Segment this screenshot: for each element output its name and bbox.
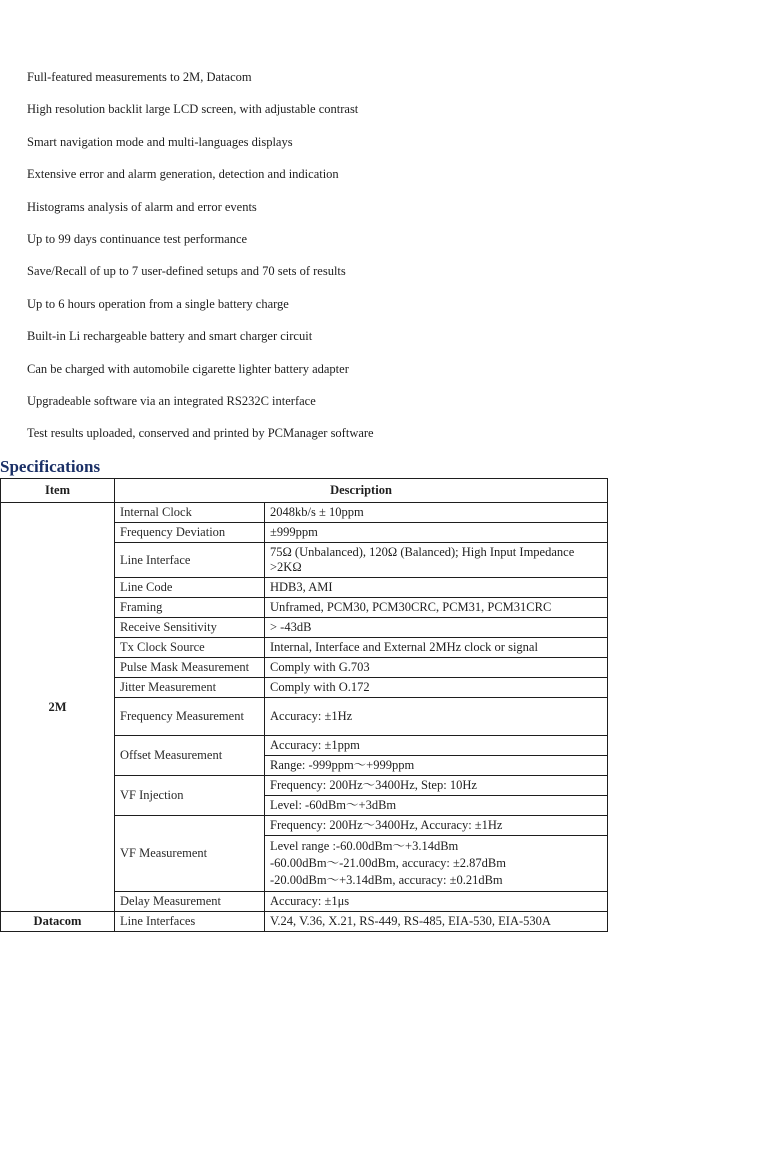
value-vf-injection-frequency: Frequency: 200Hz～3400Hz, Step: 10Hz xyxy=(265,776,608,796)
value-frequency-measurement: Accuracy: ±1Hz xyxy=(265,698,608,736)
value-internal-clock: 2048kb/s ± 10ppm xyxy=(265,503,608,523)
feature-item: Smart navigation mode and multi-languages displays xyxy=(27,134,293,149)
value-jitter: Comply with O.172 xyxy=(265,678,608,698)
vf-level-high: -20.00dBm～+3.14dBm, accuracy: ±0.21dBm xyxy=(270,873,503,887)
feature-item: Up to 99 days continuance test performance xyxy=(27,231,248,246)
param-delay-measurement: Delay Measurement xyxy=(115,892,265,912)
value-offset-accuracy: Accuracy: ±1ppm xyxy=(265,736,608,756)
feature-item: Can be charged with automobile cigarette lighter battery adapter xyxy=(27,361,349,376)
value-receive-sensitivity: > -43dB xyxy=(265,618,608,638)
param-frequency-deviation: Frequency Deviation xyxy=(115,523,265,543)
param-vf-injection: VF Injection xyxy=(115,776,265,816)
feature-item: Test results uploaded, conserved and printed by PCManager software xyxy=(27,426,374,441)
specifications-heading: Specifications xyxy=(0,457,101,476)
value-tx-clock-source: Internal, Interface and External 2MHz clock or signal xyxy=(265,638,608,658)
feature-item: Histograms analysis of alarm and error events xyxy=(27,199,257,214)
param-line-interfaces: Line Interfaces xyxy=(115,912,265,932)
value-frequency-deviation: ±999ppm xyxy=(265,523,608,543)
feature-item: Full-featured measurements to 2M, Datacom xyxy=(27,70,252,84)
value-vf-injection-level: Level: -60dBm～+3dBm xyxy=(265,796,608,816)
value-offset-range: Range: -999ppm～+999ppm xyxy=(265,756,608,776)
param-jitter: Jitter Measurement xyxy=(115,678,265,698)
param-receive-sensitivity: Receive Sensitivity xyxy=(115,618,265,638)
value-vf-measurement-level xyxy=(265,836,608,892)
vf-level-low: -60.00dBm～-21.00dBm, accuracy: ±2.87dBm xyxy=(270,856,506,870)
feature-item: Upgradeable software via an integrated RS232C interface xyxy=(27,393,316,408)
header-description: Description xyxy=(115,479,608,503)
feature-list xyxy=(27,70,374,459)
feature-item: High resolution backlit large LCD screen, with adjustable contrast xyxy=(27,102,359,117)
param-tx-clock-source: Tx Clock Source xyxy=(115,638,265,658)
table-row xyxy=(1,503,608,523)
group-2m: 2M xyxy=(1,503,115,912)
table-header-row xyxy=(1,479,608,503)
feature-item: Built-in Li rechargeable battery and smart charger circuit xyxy=(27,329,313,344)
param-vf-measurement: VF Measurement xyxy=(115,816,265,892)
value-vf-measurement-frequency: Frequency: 200Hz～3400Hz, Accuracy: ±1Hz xyxy=(265,816,608,836)
param-line-interface: Line Interface xyxy=(115,543,265,578)
feature-item: Up to 6 hours operation from a single battery charge xyxy=(27,296,289,311)
table-row xyxy=(1,912,608,932)
param-pulse-mask: Pulse Mask Measurement xyxy=(115,658,265,678)
value-line-code: HDB3, AMI xyxy=(265,578,608,598)
specifications-table xyxy=(0,478,608,932)
param-frequency-measurement: Frequency Measurement xyxy=(115,698,265,736)
param-offset-measurement: Offset Measurement xyxy=(115,736,265,776)
value-line-interface: 75Ω (Unbalanced), 120Ω (Balanced); High Input Impedance >2KΩ xyxy=(265,543,608,578)
value-framing: Unframed, PCM30, PCM30CRC, PCM31, PCM31CRC xyxy=(265,598,608,618)
value-line-interfaces: V.24, V.36, X.21, RS-449, RS-485, EIA-530, EIA-530A xyxy=(265,912,608,932)
param-internal-clock: Internal Clock xyxy=(115,503,265,523)
header-item: Item xyxy=(1,479,115,503)
feature-item: Extensive error and alarm generation, detection and indication xyxy=(27,167,339,182)
value-pulse-mask: Comply with G.703 xyxy=(265,658,608,678)
feature-item: Save/Recall of up to 7 user-defined setups and 70 sets of results xyxy=(27,264,346,279)
group-datacom: Datacom xyxy=(1,912,115,932)
vf-level-range: Level range :-60.00dBm～+3.14dBm xyxy=(270,839,459,853)
value-delay-measurement: Accuracy: ±1μs xyxy=(265,892,608,912)
param-framing: Framing xyxy=(115,598,265,618)
param-line-code: Line Code xyxy=(115,578,265,598)
